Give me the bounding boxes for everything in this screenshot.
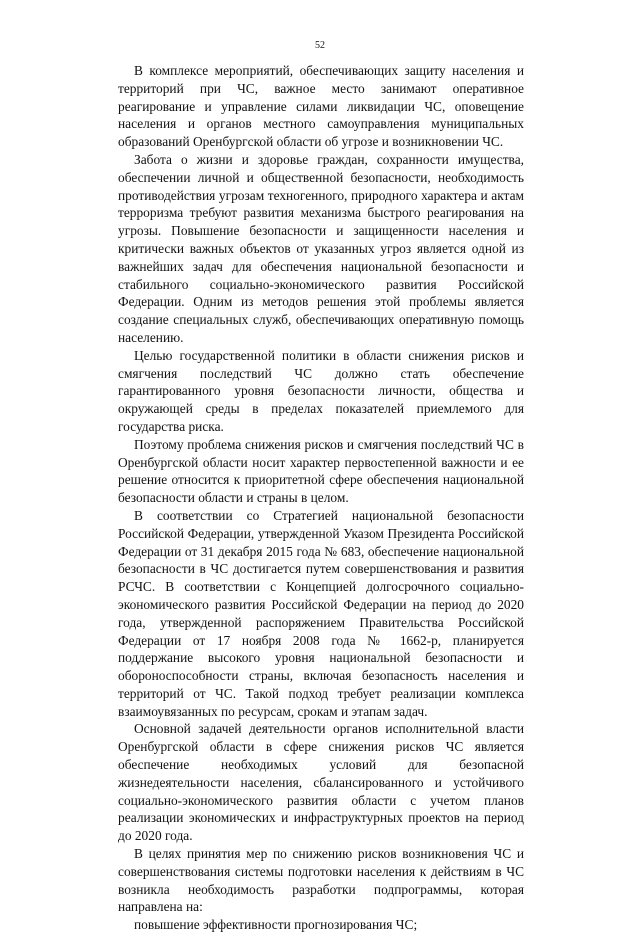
page-number: 52 — [315, 40, 325, 51]
paragraph-6: Основной задачей деятельности органов исполнительной власти Оренбургской области в сфере снижения рисков ЧС является обеспечение необходимых условий для безопасной жизнедеятельности населения, сбалансированного и устойчивого социально-экономического развития области с учетом планов реализации экономических и инфраструктурных проектов на период до 2020 года. — [118, 721, 524, 844]
paragraph-5: В соответствии со Стратегией национальной безопасности Российской Федерации, утвержденной Указом Президента Российской Федерации от 31 декабря 2015 года № 683, обеспечение национальной безопасности в ЧС достигается путем совершенствования и развития РСЧС. В соответствии с Концепцией долгосрочного социально-экономического развития Российской Федерации на период до 2020 года, утвержденной распоряжением Правительства Российской Федерации от 17 ноября 2008 года № 1662-р, планируется поддержание высокого уровня национальной безопасности и обороноспособности страны, включая безопасность населения и территорий от ЧС. Такой подход требует реализации комплекса взаимоувязанных по ресурсам, срокам и этапам задач. — [118, 507, 524, 719]
paragraph-2: Забота о жизни и здоровье граждан, сохранности имущества, обеспечении личной и общественной безопасности, необходимость противодействия угрозам техногенного, природного характера и актам терроризма требуют развития механизма быстрого реагирования на угрозы. Повышение безопасности и защищенности населения и критически важных объектов от указанных угроз является одной из важнейших задач для обеспечения национальной безопасности и стабильного социально-экономического развития Российской Федерации. Одним из методов решения этой проблемы является создание специальных служб, обеспечивающих оперативную помощь населению. — [118, 151, 524, 345]
paragraph-4: Поэтому проблема снижения рисков и смягчения последствий ЧС в Оренбургской области носит характер первостепенной важности и ее решение относится к приоритетной сфере обеспечения национальной безопасности области и страны в целом. — [118, 436, 524, 506]
paragraph-1: В комплексе мероприятий, обеспечивающих защиту населения и территорий при ЧС, важное место занимают оперативное реагирование и управление силами ликвидации ЧС, оповещение населения и органов местного самоуправления муниципальных образований Оренбургской области об угрозе и возникновении ЧС. — [118, 63, 524, 150]
paragraph-3: Целью государственной политики в области снижения рисков и смягчения последствий ЧС должно стать обеспечение гарантированного уровня безопасности личности, общества и окружающей среды в пределах показателей приемлемого для государства риска. — [118, 347, 524, 434]
document-body — [118, 62, 524, 934]
paragraph-8: повышение эффективности прогнозирования ЧС; — [134, 917, 418, 933]
paragraph-7: В целях принятия мер по снижению рисков возникновения ЧС и совершенствования системы подготовки населения к действиям в ЧС возникла необходимость разработки подпрограммы, которая направлена на: — [118, 846, 524, 915]
